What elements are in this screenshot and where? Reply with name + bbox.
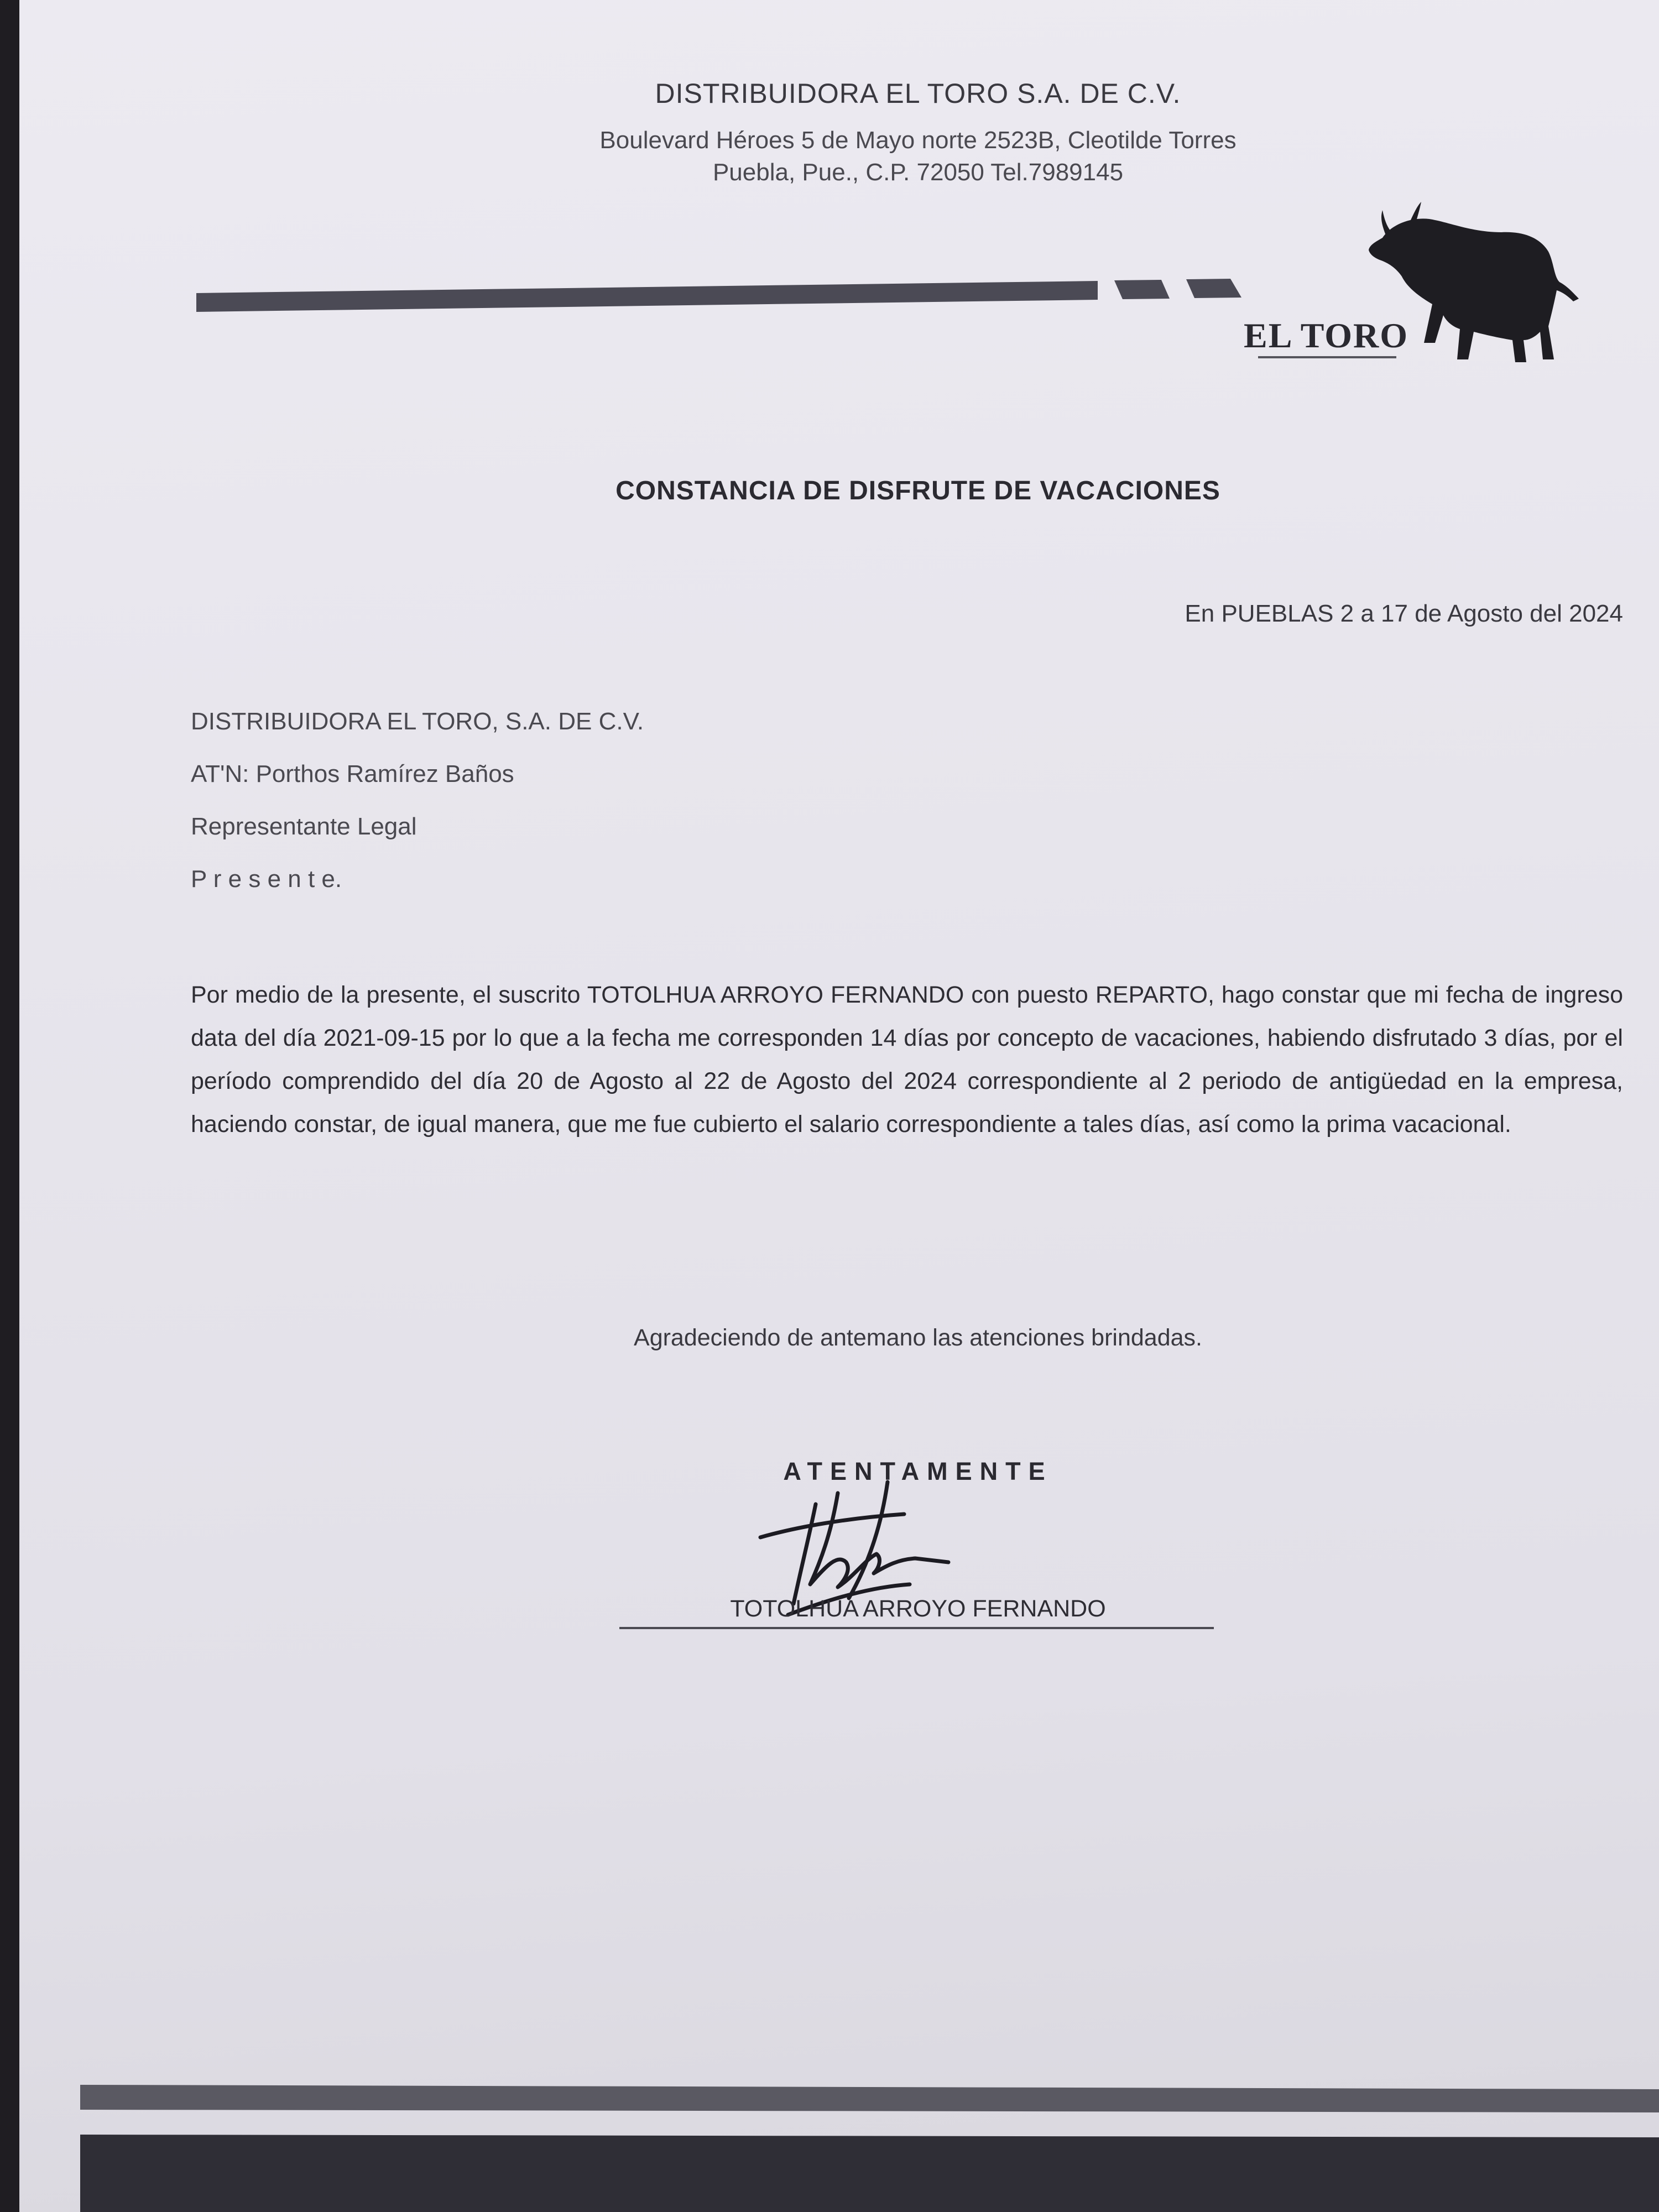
- signature-salutation: ATENTAMENTE: [783, 1457, 1053, 1485]
- recipient-attention: AT'N: Porthos Ramírez Baños: [191, 760, 514, 787]
- closing-text: Agradeciendo de antemano las atenciones brindadas.: [634, 1324, 1202, 1351]
- footer-band: [19, 2085, 1659, 2212]
- recipient-presente: P r e s e n t e.: [191, 865, 342, 893]
- logo-underline: [1258, 356, 1396, 358]
- header-bar-block-2: [1186, 279, 1241, 298]
- recipient-role: Representante Legal: [191, 813, 417, 840]
- signature-line: [619, 1627, 1214, 1629]
- letterhead-address: [19, 124, 1659, 189]
- body-paragraph: Por medio de la presente, el suscrito TOTOLHUA ARROYO FERNANDO con puesto REPARTO, hago constar que mi fecha de ingreso data del día 2021-09-15 por lo que a la fecha me corresponden 14 días por concepto de vacaciones, habiendo disfrutado 3 días, por el período comprendido del día 20 de Agosto al 22 de Agosto del 2024 correspondiente al 2 periodo de antigüedad en la empresa, haciendo constar, de igual manera, que me fue cubierto el salario correspondiente a tales días, así como la prima vacacional.: [191, 982, 1623, 1138]
- el-toro-logo: [1241, 199, 1584, 376]
- header-bar-main: [196, 281, 1098, 312]
- letterhead-address-line1: Boulevard Héroes 5 de Mayo norte 2523B, Cleotilde Torres: [599, 127, 1237, 154]
- recipient-company: DISTRIBUIDORA EL TORO, S.A. DE C.V.: [191, 708, 644, 735]
- footer-bar-bottom: [80, 2135, 1659, 2212]
- header-bar: [196, 271, 1247, 332]
- footer-bar-top: [80, 2085, 1659, 2112]
- header-bar-block-1: [1114, 280, 1170, 299]
- document-title: CONSTANCIA DE DISFRUTE DE VACACIONES: [615, 476, 1220, 505]
- document-sheet: [19, 0, 1659, 2212]
- signature-name: TOTOLHUA ARROYO FERNANDO: [730, 1595, 1106, 1622]
- logo-wordmark: EL TORO: [1244, 316, 1408, 355]
- letterhead-company: DISTRIBUIDORA EL TORO S.A. DE C.V.: [655, 78, 1181, 109]
- letterhead-address-line2: Puebla, Pue., C.P. 72050 Tel.7989145: [712, 159, 1124, 186]
- date-line: En PUEBLAS 2 a 17 de Agosto del 2024: [1185, 600, 1623, 627]
